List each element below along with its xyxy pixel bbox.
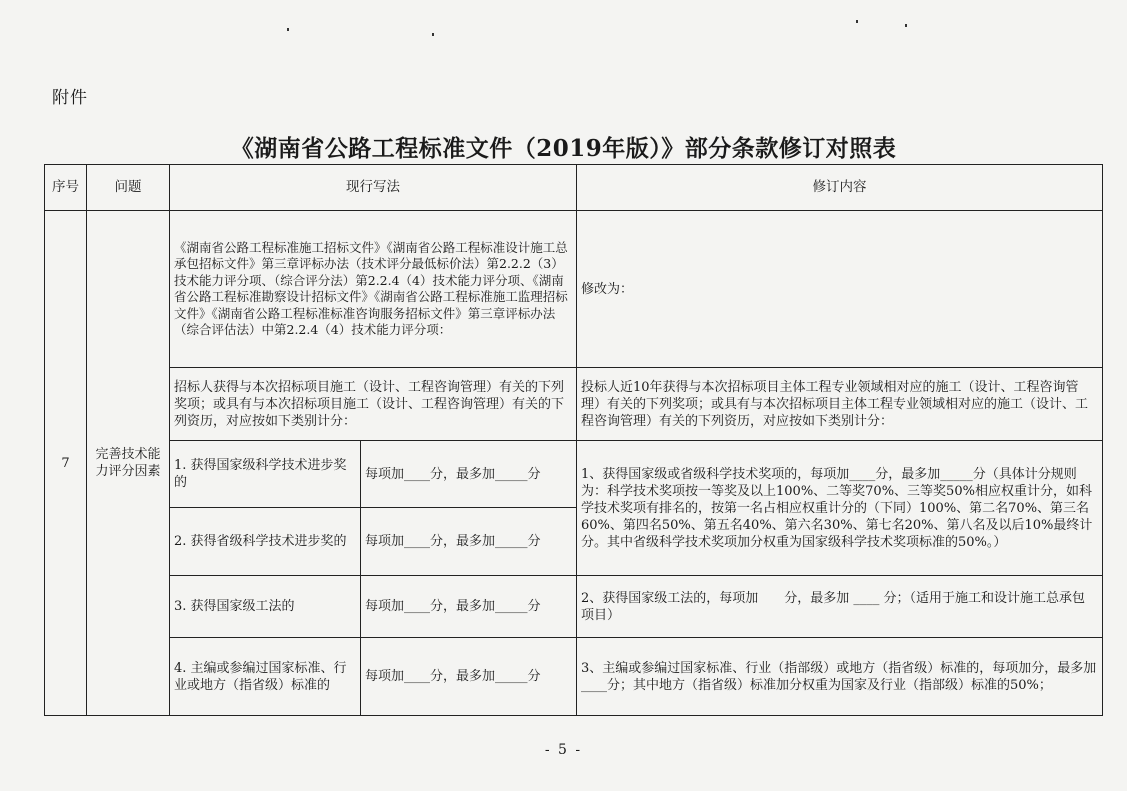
revision-comparison-table [44,164,1103,716]
scan-speck [905,24,907,27]
item-revision: 3、主编或参编过国家标准、行业（指部级）或地方（指省级）标准的，每项加分，最多加____分；其中地方（指省级）标准加分权重为国家及行业（指部级）标准的50%； [577,638,1103,716]
table-row [45,638,1103,716]
intro-current: 《湖南省公路工程标准施工招标文件》《湖南省公路工程标准设计施工总承包招标文件》第三章评标办法（技术评分最低标价法）第2.2.2（3）技术能力评分项、（综合评分法）第2.2.4（4）技术能力评分项、《湖南省公路工程标准勘察设计招标文件》《湖南省公路工程标准施工监理招标文件》《湖南省公路工程标准标准咨询服务招标文件》第三章评标办法（综合评估法）中第2.2.4（4）技术能力评分项： [170,211,577,368]
header-issue: 问题 [87,165,170,211]
row-seq: 7 [45,211,87,716]
scan-speck [287,28,289,31]
attachment-label: 附件 [52,88,88,108]
item-revision: 2、获得国家级工法的，每项加 分，最多加 ____ 分；（适用于施工和设计施工总承包项目） [577,576,1103,638]
item-name: 3. 获得国家级工法的 [170,576,361,638]
page-number: - 5 - [544,742,583,758]
table-row [45,576,1103,638]
general-revision: 投标人近10年获得与本次招标项目主体工程专业领域相对应的施工（设计、工程咨询管理）有关的下列奖项；或具有与本次招标项目主体工程专业领域相对应的施工（设计、工程咨询管理）有关的下列资历，对应按如下类别计分： [577,368,1103,441]
table-row [45,368,1103,441]
item-score: 每项加____分，最多加_____分 [361,508,577,576]
item-name: 2. 获得省级科学技术进步奖的 [170,508,361,576]
merged-revision: 1、获得国家级或省级科学技术奖项的，每项加____分，最多加_____分（具体计分规则为：科学技术奖项按一等奖及以上100%、二等奖70%、三等奖50%相应权重计分，如科学技术奖项有排名的，按第一名占相应权重计分的（下同）100%、第二名70%、第三名60%、第四名50%、第五名40%、第六名30%、第七名20%、第八名及以后10%最终计分。其中省级科学技术奖项加分权重为国家级科学技术奖项标准的50%。） [577,441,1103,576]
item-score: 每项加____分，最多加_____分 [361,638,577,716]
item-name: 4. 主编或参编过国家标准、行业或地方（指省级）标准的 [170,638,361,716]
item-name: 1. 获得国家级科学技术进步奖的 [170,441,361,508]
table-row [45,211,1103,368]
header-seq: 序号 [45,165,87,211]
header-revision: 修订内容 [577,165,1103,211]
table-header-row [45,165,1103,211]
document-title: 《湖南省公路工程标准文件（2019年版）》部分条款修订对照表 [230,135,897,162]
item-score: 每项加____分，最多加_____分 [361,441,577,508]
scan-speck [856,20,858,23]
item-score: 每项加____分，最多加_____分 [361,576,577,638]
intro-revision: 修改为： [577,211,1103,368]
row-issue: 完善技术能力评分因素 [87,211,170,716]
header-current: 现行写法 [170,165,577,211]
table-row [45,441,1103,508]
general-current: 招标人获得与本次招标项目施工（设计、工程咨询管理）有关的下列奖项；或具有与本次招标项目施工（设计、工程咨询管理）有关的下列资历，对应按如下类别计分： [170,368,577,441]
scan-speck [432,33,434,36]
